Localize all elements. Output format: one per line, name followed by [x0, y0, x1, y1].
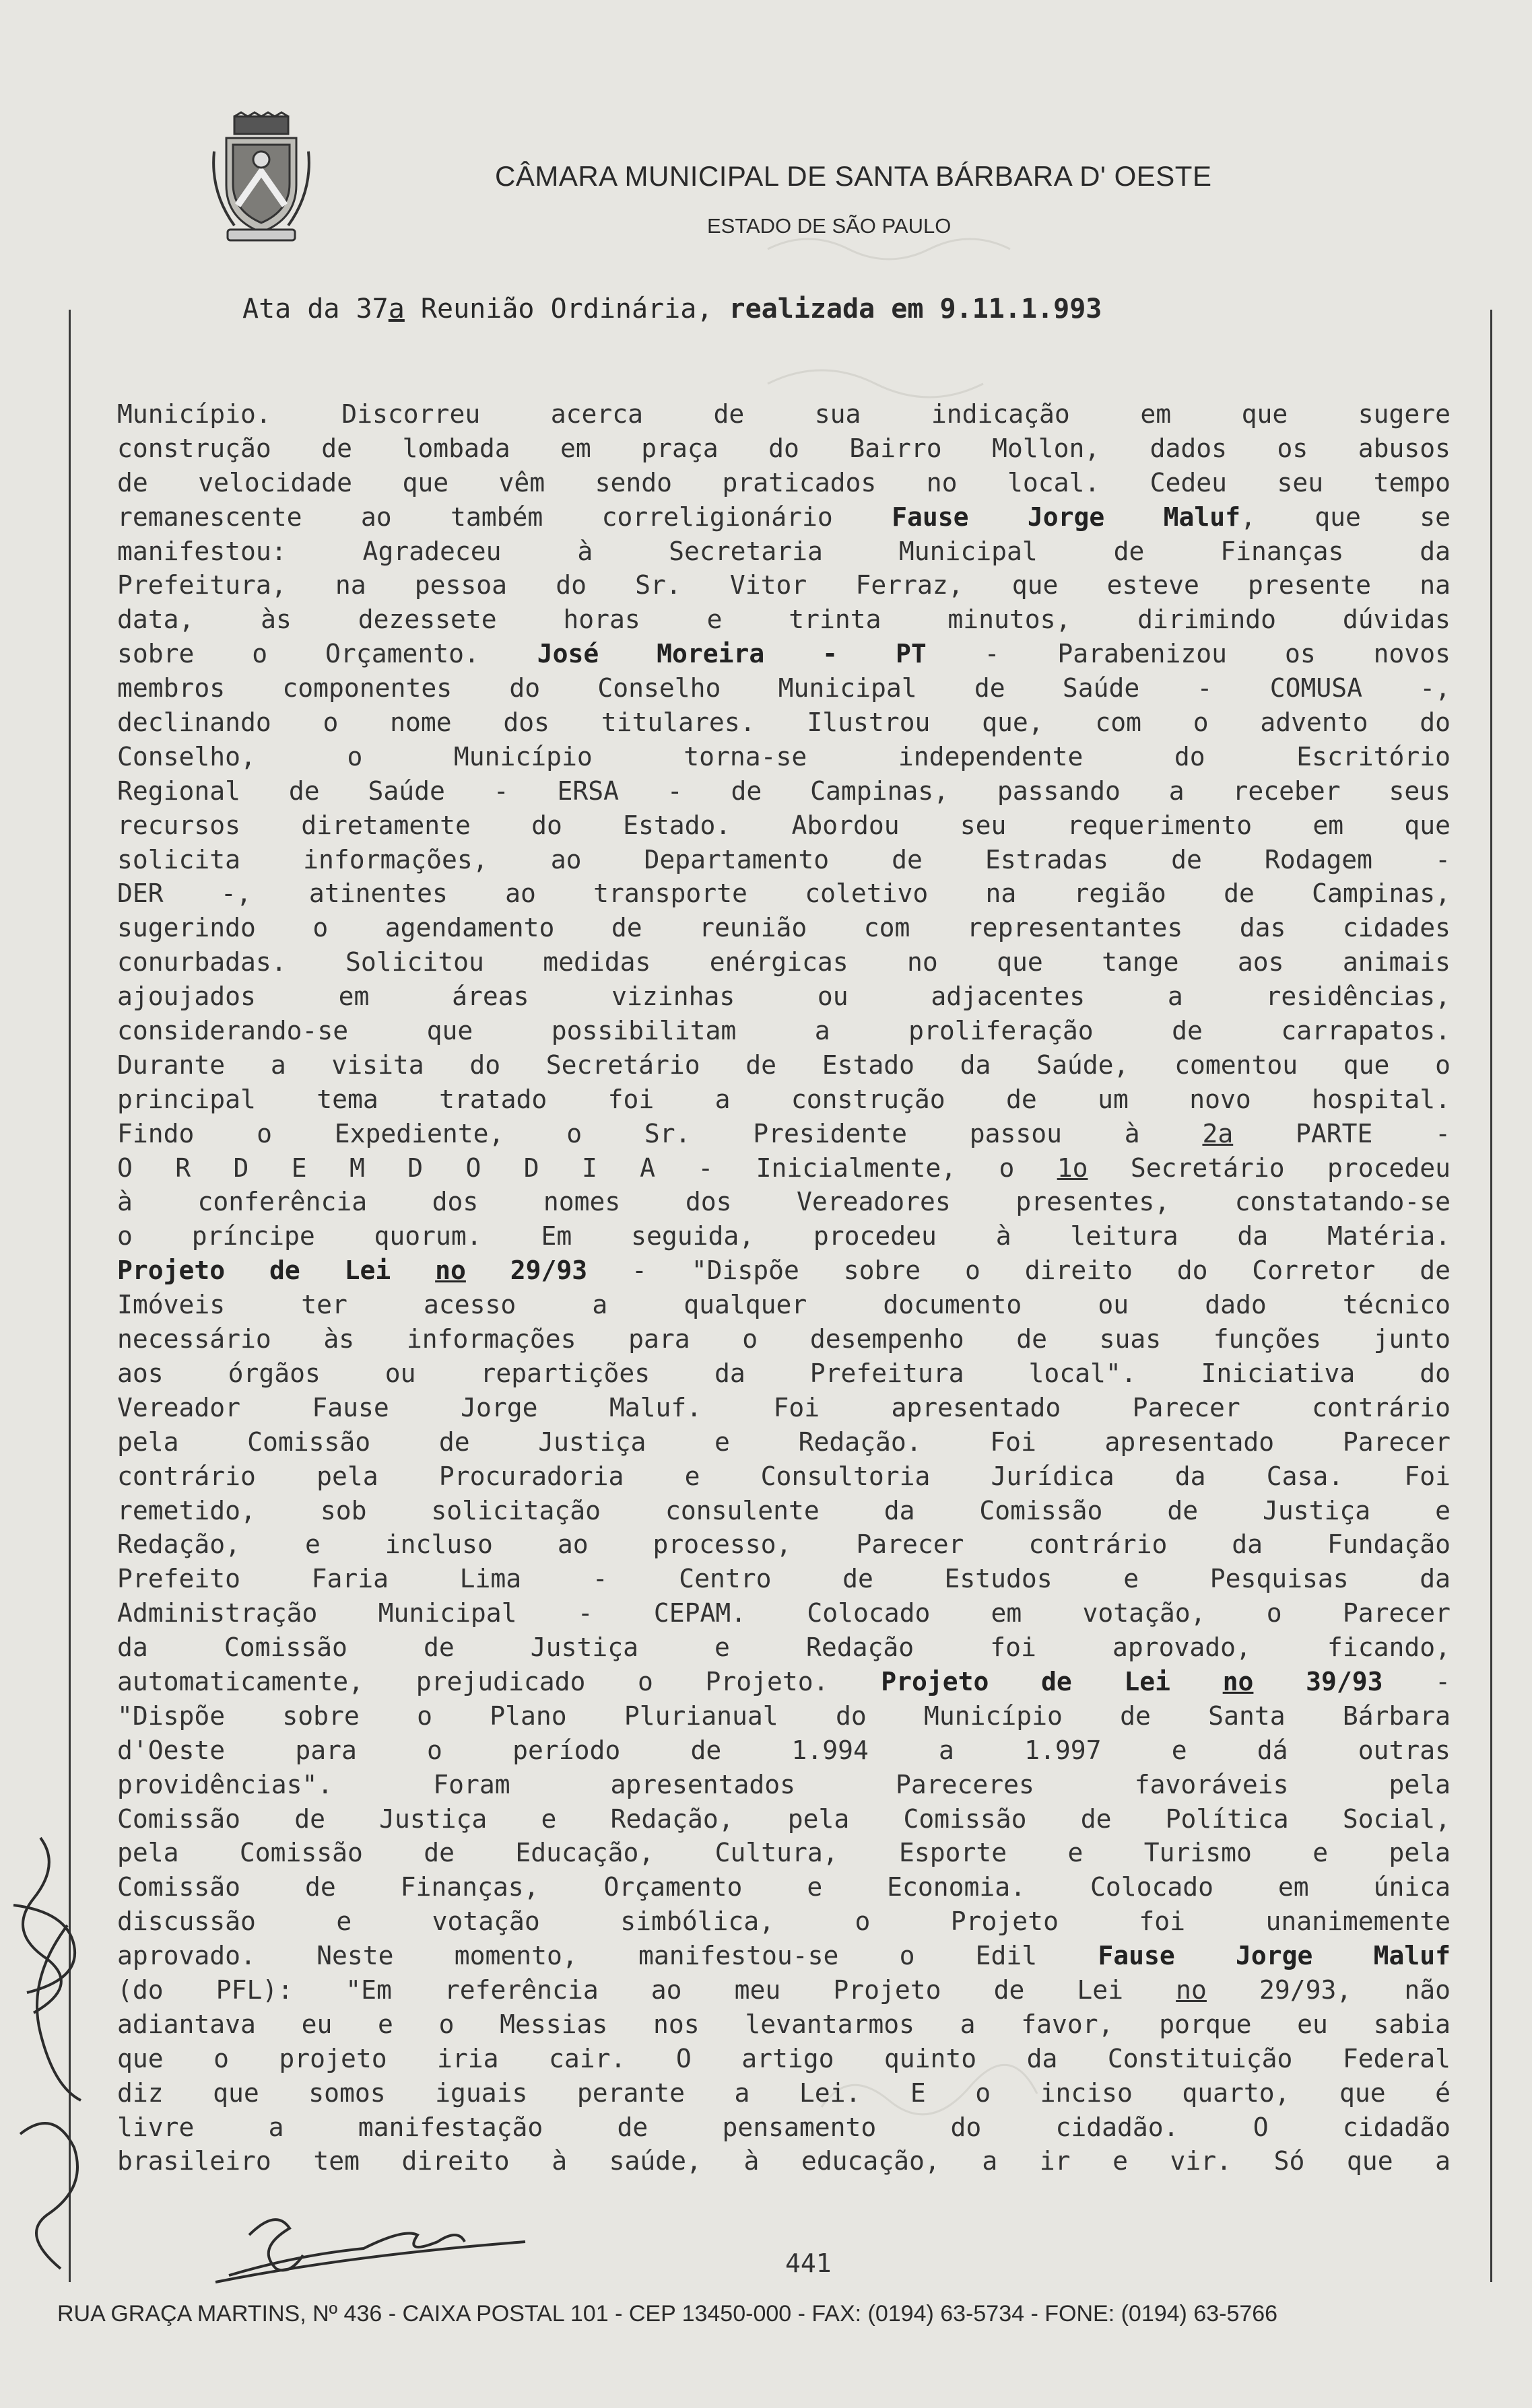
bold-text: José Moreira - PT [537, 639, 927, 669]
body-line: recursos diretamente do Estado. Abordou seu requerimento em que [117, 810, 1451, 840]
body-line: diz que somos iguais perante a Lei. E o inciso quarto, que é [117, 2077, 1451, 2108]
body-line: automaticamente, prejudicado o Projeto. Projeto de Lei no 39/93 - [117, 1666, 1451, 1696]
body-line: Prefeito Faria Lima - Centro de Estudos e Pesquisas da [117, 1564, 1451, 1594]
body-line: Regional de Saúde - ERSA - de Campinas, passando a receber seus [117, 776, 1451, 806]
organization-state: ESTADO DE SÃO PAULO [707, 214, 952, 238]
document-title [242, 294, 1102, 324]
underlined-text: 2a [1202, 1118, 1234, 1148]
margin-initials-signature [0, 1818, 94, 2329]
body-line: Comissão de Finanças, Orçamento e Economia. Colocado em única [117, 1872, 1451, 1902]
footer-address: RUA GRAÇA MARTINS, Nº 436 - CAIXA POSTAL 101 - CEP 13450-000 - FAX: (0194) 63-5734 - FONE: (0194) 63-5766 [57, 2301, 1278, 2327]
body-line: aos órgãos ou repartições da Prefeitura local". Iniciativa do [117, 1358, 1451, 1388]
body-line: discussão e votação simbólica, o Projeto foi unanimemente [117, 1906, 1451, 1937]
right-margin-rule [1490, 310, 1492, 2282]
body-line: Município. Discorreu acerca de sua indicação em que sugere [117, 399, 1451, 429]
body-line: membros componentes do Conselho Municipal de Saúde - COMUSA -, [117, 673, 1451, 703]
body-line: à conferência dos nomes dos Vereadores presentes, constatando-se [117, 1187, 1451, 1217]
body-line: brasileiro tem direito à saúde, à educação, a ir e vir. Só que a [117, 2146, 1451, 2176]
body-line: O R D E M D O D I A - Inicialmente, o 1o Secretário procedeu [117, 1153, 1451, 1183]
body-line: d'Oeste para o período de 1.994 a 1.997 e dá outras [117, 1735, 1451, 1765]
organization-name: CÂMARA MUNICIPAL DE SANTA BÁRBARA D' OESTE [495, 160, 1212, 192]
underlined-text: no [1222, 1666, 1254, 1696]
body-line: contrário pela Procuradoria e Consultoria Jurídica da Casa. Foi [117, 1461, 1451, 1491]
body-line: remanescente ao também correligionário Fause Jorge Maluf, que se [117, 502, 1451, 532]
body-line: aprovado. Neste momento, manifestou-se o Edil Fause Jorge Maluf [117, 1941, 1451, 1971]
body-line: Prefeitura, na pessoa do Sr. Vitor Ferraz, que esteve presente na [117, 570, 1451, 600]
bold-text: Fause Jorge Maluf [892, 502, 1241, 532]
body-line: adiantava eu e o Messias nos levantarmos a favor, porque eu sabia [117, 2009, 1451, 2039]
body-line: da Comissão de Justiça e Redação foi aprovado, ficando, [117, 1632, 1451, 1663]
underlined-text: 1o [1057, 1153, 1088, 1183]
minutes-body [117, 397, 1451, 2178]
body-line: (do PFL): "Em referência ao meu Projeto de Lei no 29/93, não [117, 1974, 1451, 2005]
body-line: manifestou: Agradeceu à Secretaria Municipal de Finanças da [117, 536, 1451, 566]
body-line: que o projeto iria cair. O artigo quinto da Constituição Federal [117, 2043, 1451, 2073]
underlined-text: no [435, 1255, 466, 1286]
body-line: providências". Foram apresentados Pareceres favoráveis pela [117, 1769, 1451, 1799]
title-date: realizada em 9.11.1.993 [729, 294, 1102, 324]
body-line: pela Comissão de Educação, Cultura, Esporte e Turismo e pela [117, 1838, 1451, 1868]
body-line: Imóveis ter acesso a qualquer documento ou dado técnico [117, 1290, 1451, 1320]
title-prefix: Ata da 37 [242, 294, 389, 324]
bottom-signature [202, 2201, 539, 2289]
body-line: sugerindo o agendamento de reunião com representantes das cidades [117, 913, 1451, 943]
bold-text: Projeto de Lei no 39/93 [881, 1666, 1383, 1696]
body-line: Vereador Fause Jorge Maluf. Foi apresentado Parecer contrário [117, 1392, 1451, 1422]
underlined-text: no [1176, 1974, 1207, 2005]
body-line: Comissão de Justiça e Redação, pela Comissão de Política Social, [117, 1803, 1451, 1834]
body-line: livre a manifestação de pensamento do cidadão. O cidadão [117, 2112, 1451, 2142]
body-line: Projeto de Lei no 29/93 - "Dispõe sobre o direito do Corretor de [117, 1255, 1451, 1286]
body-line: Durante a visita do Secretário de Estado da Saúde, comentou que o [117, 1050, 1451, 1080]
body-line: DER -, atinentes ao transporte coletivo na região de Campinas, [117, 879, 1451, 909]
page-number: 441 [785, 2248, 832, 2278]
body-line: Redação, e incluso ao processo, Parecer contrário da Fundação [117, 1529, 1451, 1560]
body-line: "Dispõe sobre o Plano Plurianual do Município de Santa Bárbara [117, 1700, 1451, 1731]
body-line: solicita informações, ao Departamento de Estradas de Rodagem - [117, 844, 1451, 874]
title-ordinal: a [388, 294, 405, 324]
body-line: o príncipe quorum. Em seguida, procedeu à leitura da Matéria. [117, 1221, 1451, 1251]
body-line: sobre o Orçamento. José Moreira - PT - Parabenizou os novos [117, 639, 1451, 669]
title-middle: Reunião Ordinária, [404, 294, 729, 324]
body-line: necessário às informações para o desempenho de suas funções junto [117, 1324, 1451, 1354]
body-line: construção de lombada em praça do Bairro Mollon, dados os abusos [117, 433, 1451, 463]
body-line: ajoujados em áreas vizinhas ou adjacentes a residências, [117, 982, 1451, 1012]
body-line: principal tema tratado foi a construção de um novo hospital. [117, 1084, 1451, 1114]
body-line: Conselho, o Município torna-se independente do Escritório [117, 741, 1451, 771]
bold-text: Fause Jorge Maluf [1098, 1941, 1451, 1971]
body-line: de velocidade que vêm sendo praticados no local. Cedeu seu tempo [117, 467, 1451, 497]
body-line: Findo o Expediente, o Sr. Presidente passou à 2a PARTE - [117, 1118, 1451, 1148]
body-line: remetido, sob solicitação consulente da Comissão de Justiça e [117, 1495, 1451, 1525]
bold-text: Projeto de Lei no 29/93 [117, 1255, 588, 1286]
coat-of-arms-icon [207, 111, 315, 246]
body-line: declinando o nome dos titulares. Ilustrou que, com o advento do [117, 708, 1451, 738]
body-line: Administração Municipal - CEPAM. Colocado em votação, o Parecer [117, 1598, 1451, 1628]
body-line: data, às dezessete horas e trinta minutos, dirimindo dúvidas [117, 605, 1451, 635]
body-line: conurbadas. Solicitou medidas enérgicas no que tange aos animais [117, 947, 1451, 977]
body-line: considerando-se que possibilitam a proliferação de carrapatos. [117, 1016, 1451, 1046]
body-line: pela Comissão de Justiça e Redação. Foi apresentado Parecer [117, 1426, 1451, 1457]
